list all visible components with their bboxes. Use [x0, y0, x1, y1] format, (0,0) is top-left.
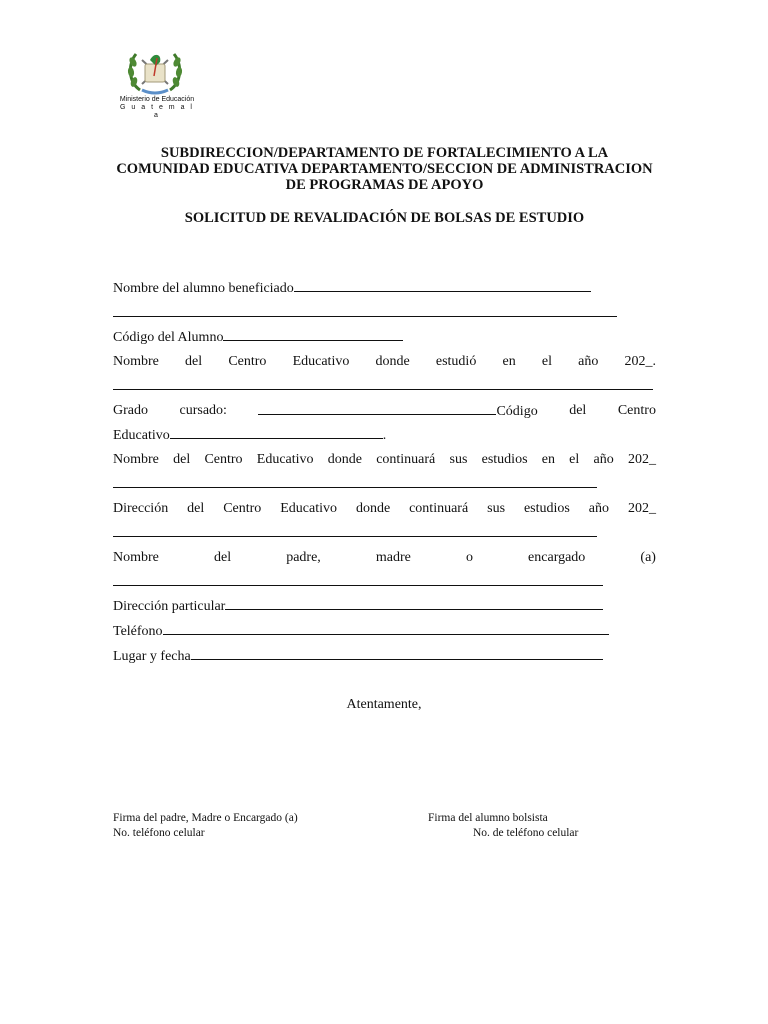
next-school-word: Nombre — [113, 452, 159, 467]
department-heading: SUBDIRECCION/DEPARTAMENTO DE FORTALECIMIENTO A LA COMUNIDAD EDUCATIVA DEPARTAMENTO/SECCION DE ADMINISTRACION DE PROGRAMAS DE APOYO — [116, 145, 653, 193]
next-school-address-line — [113, 525, 597, 537]
next-school-row — [113, 452, 656, 468]
previous-school-word: en — [502, 354, 516, 369]
phone-label: Teléfono — [113, 624, 163, 639]
school-code-line — [170, 427, 383, 439]
next-address-word: Educativo — [280, 501, 337, 516]
next-school-line — [113, 476, 597, 488]
student-name-row — [113, 280, 591, 297]
previous-school-word: el — [541, 354, 552, 369]
parent-name-line — [113, 574, 603, 586]
previous-school-continuation — [113, 378, 653, 395]
school-code-word: del — [569, 403, 587, 418]
next-school-word: Educativo — [256, 452, 314, 467]
school-code-label-end: Educativo — [113, 428, 170, 443]
next-school-word: donde — [327, 452, 362, 467]
student-name-line-2 — [113, 305, 617, 317]
ministry-logo — [110, 46, 200, 119]
next-address-word: año — [588, 501, 610, 516]
phone-line — [163, 623, 609, 635]
previous-school-word: del — [185, 354, 203, 369]
parent-phone-label: No. teléfono celular — [113, 827, 205, 839]
next-address-word: donde — [355, 501, 391, 516]
next-school-word: año — [593, 452, 614, 467]
student-code-label: Código del Alumno — [113, 330, 224, 345]
next-school-word: del — [173, 452, 191, 467]
next-school-word: estudios — [481, 452, 528, 467]
home-address-line — [225, 598, 603, 610]
next-address-word: sus — [487, 501, 506, 516]
place-date-line — [191, 648, 603, 660]
parent-word: o — [465, 550, 473, 565]
next-address-word: Centro — [223, 501, 262, 516]
form-title: SOLICITUD DE REVALIDACIÓN DE BOLSAS DE ESTUDIO — [184, 210, 585, 226]
previous-school-word: estudió — [435, 354, 477, 369]
grade-row — [113, 403, 656, 420]
parent-word: encargado — [528, 550, 586, 565]
previous-school-word: 202_. — [624, 354, 656, 369]
student-code-row — [113, 329, 403, 346]
coat-of-arms-icon — [124, 46, 186, 96]
previous-school-word: donde — [375, 354, 410, 369]
parent-name-continuation — [113, 574, 603, 591]
student-name-line — [294, 280, 591, 292]
student-name-continuation — [113, 305, 617, 322]
next-school-word: el — [569, 452, 580, 467]
place-date-row — [113, 648, 603, 665]
next-address-word: 202_ — [627, 501, 656, 516]
school-code-word: Centro — [617, 403, 656, 418]
parent-word: madre — [375, 550, 411, 565]
grade-line — [258, 403, 496, 415]
previous-school-word: Educativo — [292, 354, 350, 369]
next-school-word: continuará — [376, 452, 436, 467]
grade-field — [258, 403, 537, 420]
next-address-word: Dirección — [113, 501, 169, 516]
next-school-continuation — [113, 476, 597, 493]
ministry-country: G u a t e m a l a — [120, 104, 194, 119]
school-code-continuation: Educativo . — [113, 428, 387, 443]
next-address-word: continuará — [409, 501, 469, 516]
parent-name-row — [113, 550, 656, 566]
next-school-address-continuation — [113, 525, 597, 542]
grade-word: cursado: — [179, 403, 227, 418]
parent-word: del — [213, 550, 232, 565]
previous-school-word: Nombre — [113, 354, 159, 369]
next-address-word: estudios — [523, 501, 570, 516]
parent-word: Nombre — [113, 550, 159, 565]
closing-text: Atentamente, — [346, 697, 422, 712]
previous-school-word: año — [578, 354, 599, 369]
parent-word: (a) — [640, 550, 656, 565]
school-code-word: Código — [496, 404, 538, 419]
phone-row — [113, 623, 609, 640]
parent-word: padre, — [286, 550, 321, 565]
place-date-label: Lugar y fecha — [113, 649, 191, 664]
next-school-word: en — [541, 452, 555, 467]
next-address-word: del — [187, 501, 205, 516]
grade-word: Grado — [113, 403, 148, 418]
home-address-row — [113, 598, 603, 615]
ministry-logo-text — [116, 96, 198, 120]
next-school-word: 202_ — [627, 452, 656, 467]
previous-school-line — [113, 378, 653, 390]
previous-school-row — [113, 354, 656, 370]
student-code-line — [223, 329, 403, 341]
student-name-label: Nombre del alumno beneficiado — [113, 281, 294, 296]
next-school-address-row — [113, 501, 656, 517]
ministry-name: Ministerio de Educación — [119, 96, 195, 103]
next-school-word: Centro — [204, 452, 243, 467]
home-address-label: Dirección particular — [113, 599, 226, 614]
parent-signature-label: Firma del padre, Madre o Encargado (a) — [113, 812, 298, 824]
student-phone-label: No. de teléfono celular — [473, 827, 579, 839]
previous-school-word: Centro — [228, 354, 267, 369]
next-school-word: sus — [449, 452, 468, 467]
student-signature-label: Firma del alumno bolsista — [428, 812, 548, 824]
